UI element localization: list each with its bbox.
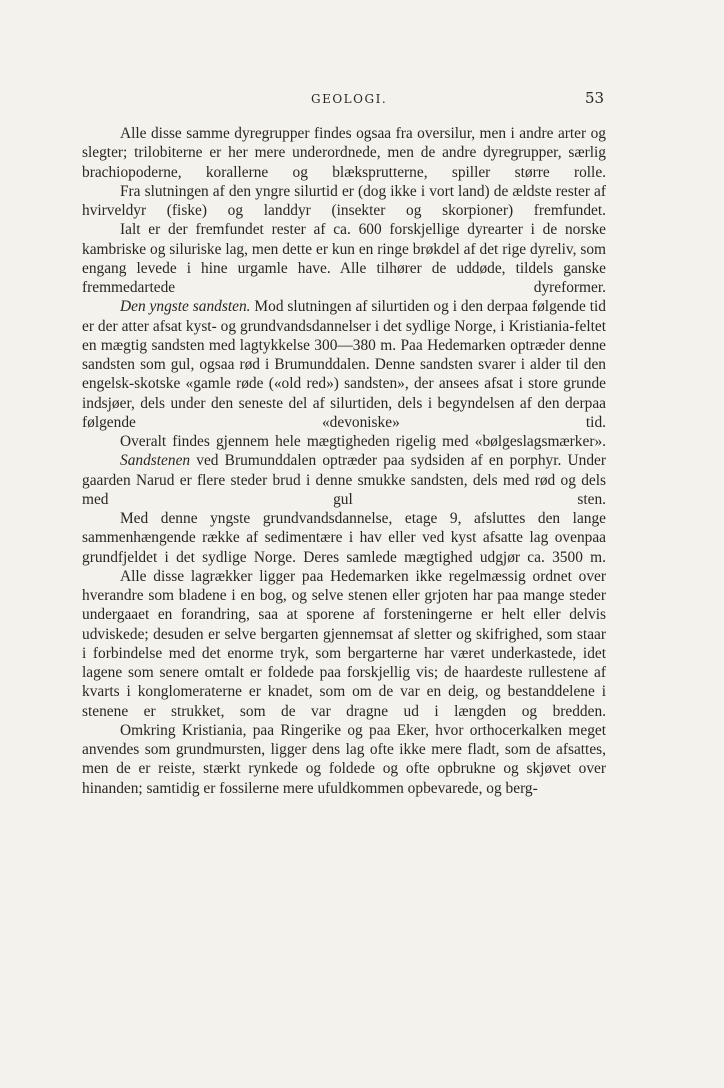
- paragraph-lead: Sandstenen: [120, 452, 191, 470]
- paragraph-text: Mod slutningen af silurtiden og i den derpaa følgende tid er der atter afsat kyst- og grundvandsdannelser i det sydlige Norge, i Kristiania-feltet en mægtig sandsten med lagtykkelse 300—380 m. Paa Hedemarken optræder denne sandsten som gul, ogsaa rød i Brumunddalen. Denne sandsten svarer i alder til den engelsk-skotske «gamle røde («old red») sandsten», der ansees afsat i store grunde indsjøer, dels under den seneste del af silurtiden, dels i begyndelsen af den derpaa følgende «devoniske» tid.: [82, 298, 606, 431]
- paragraph: [82, 182, 606, 221]
- paragraph-text: Ialt er der fremfundet rester af ca. 600 forskjellige dyrearter i de norske kambriske og siluriske lag, men dette er kun en ringe brøkdel af det rige dyreliv, som engang levede i hine urgamle have. Alle tilhører de uddøde, tildels ganske fremmedartede dyreformer.: [82, 221, 606, 296]
- paragraph: [82, 567, 606, 721]
- paragraph-text: Med denne yngste grundvandsdannelse, etage 9, afsluttes den lange sammenhængende række af sedimentære i hav eller ved kyst afsatte lag ovenpaa grundfjeldet i det sydlige Norge. Deres samlede mægtighed udgjør ca. 3500 m.: [82, 510, 606, 566]
- paragraph-text: Alle disse lagrækker ligger paa Hedemarken ikke regelmæssig ordnet over hverandre som bladene i en bog, og selve stenen eller grjoten har paa mange steder undergaaet en forandring, saa at sporene af forsteningerne er helt eller delvis udviskede; desuden er selve bergarten gjennemsat af sletter og skifrighed, som staar i forbindelse med det enorme tryk, som bergarterne har været underkastede, idet lagene som senere omtalt er foldede paa forskjellig vis; de haardeste rullestene af kvarts i konglomeraterne er knadet, som om de var en deig, og bestanddelene i stenene er strukket, som de var dragne ud i længden og bredden.: [82, 567, 606, 720]
- page-header: [0, 89, 724, 112]
- running-head: GEOLOGI.: [311, 92, 388, 106]
- paragraph-text: ved Brumunddalen optræder paa sydsiden af en porphyr. Under gaarden Narud er flere steder brud i denne smukke sandsten, dels med rød og dels med gul sten.: [82, 452, 606, 508]
- paragraph: [82, 220, 606, 297]
- paragraph-text: Overalt findes gjennem hele mægtigheden rigelig med «bølgeslagsmærker».: [120, 433, 606, 450]
- paragraph: [82, 509, 606, 567]
- paragraph-text: Fra slutningen af den yngre silurtid er (dog ikke i vort land) de ældste rester af hvirveldyr (fiske) og landdyr (insekter og skorpioner) fremfundet.: [82, 182, 606, 219]
- page-number: 53: [585, 89, 605, 107]
- paragraph-lead: Den yngste sandsten.: [120, 298, 251, 316]
- paragraph: [82, 124, 606, 182]
- body-text: [82, 124, 606, 798]
- paragraph: [82, 451, 606, 509]
- paragraph-text: Alle disse samme dyregrupper findes ogsaa fra oversilur, men i andre arter og slegter; trilobiterne er her mere underordnede, men de andre dyregrupper, særlig brachiopoderne, korallerne og blæksprutterne, spiller større rolle.: [82, 125, 606, 181]
- paragraph: [82, 432, 606, 451]
- paragraph-text: Omkring Kristiania, paa Ringerike og paa Eker, hvor orthocerkalken meget anvendes som grundmursten, ligger dens lag ofte ikke mere fladt, som de afsattes, men de er reiste, stærkt rynkede og foldede og ofte opbrukne og skjøvet over hinanden; samtidig er fossilerne mere ufuldkommen opbevarede, og berg-: [82, 721, 606, 797]
- paragraph: [82, 721, 606, 798]
- paragraph: [82, 297, 606, 432]
